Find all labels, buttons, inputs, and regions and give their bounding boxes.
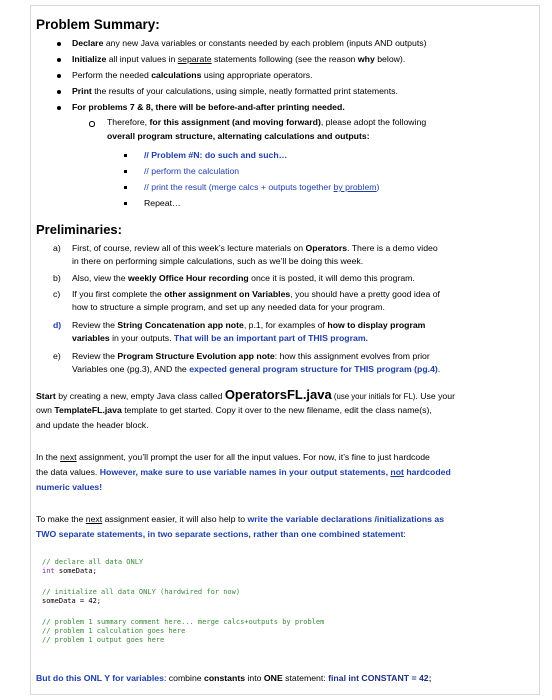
list-marker: d)	[53, 320, 62, 330]
square-bullet	[124, 186, 127, 189]
code-comment-output: // problem 1 output goes here	[42, 636, 165, 644]
summary-bullet-problems: For problems 7 & 8, there will be before-and-after printing needed.	[72, 102, 345, 112]
bullet-dot	[57, 106, 61, 110]
next1-line-1: In the next assignment, you’ll prompt the user for all the input values. For now, it’s fine to just hardcode	[36, 452, 430, 462]
list-marker: a)	[53, 243, 61, 253]
square-bullet	[124, 170, 127, 173]
prelim-c-line-2: how to structure a simple program, and set up any needed data for your program.	[72, 302, 385, 312]
summary-sub-line-2: overall program structure, alternating calculations and outputs:	[107, 131, 370, 141]
bullet-dot	[57, 42, 61, 46]
list-marker: e)	[53, 351, 61, 361]
structure-item-repeat: Repeat…	[144, 198, 181, 208]
start-line-2: own TemplateFL.java template to get started. Copy it over to the new filename, edit the class name(s),	[36, 405, 432, 415]
summary-bullet-declare: Declare any new Java variables or constants needed by each problem (inputs AND outputs)	[72, 38, 427, 48]
final-note: But do this ONL Y for variables: combine constants into ONE statement: final int CONSTANT = 42;	[36, 673, 432, 683]
code-comment-calc: // problem 1 calculation goes here	[42, 627, 186, 635]
structure-item-problem: // Problem #N: do such and such…	[144, 150, 288, 160]
next2-line-1: To make the next assignment easier, it will also help to write the variable declarations /initializations as	[36, 514, 445, 524]
square-bullet	[124, 154, 127, 157]
prelim-a-line-1: First, of course, review all of this week’s lecture materials on Operators. There is a demo video	[72, 243, 438, 253]
summary-bullet-print: Print the results of your calculations, using simple, neatly formatted print statements.	[72, 86, 398, 96]
next1-line-3: numeric values!	[36, 482, 103, 492]
prelim-heading: Preliminaries:	[36, 222, 122, 237]
square-bullet	[124, 202, 127, 205]
sub-bullet-ring	[89, 121, 95, 127]
start-line-3: and update the header block.	[36, 420, 149, 430]
code-comment-initialize: // initialize all data ONLY (hardwired for now)	[42, 588, 241, 596]
code-comment-summary: // problem 1 summary comment here... merge calcs+outputs by problem	[42, 618, 325, 626]
prelim-b-line: Also, view the weekly Office Hour recording once it is posted, it will demo this program.	[72, 273, 415, 283]
prelim-d-line-1: Review the String Concatenation app note, p.1, for examples of how to display program	[72, 320, 426, 330]
structure-item-calc: // perform the calculation	[144, 166, 240, 176]
prelim-a-line-2: in there on performing simple calculations, such as we’ll be doing this week.	[72, 256, 364, 266]
list-marker: c)	[53, 289, 61, 299]
summary-sub-line-1: Therefore, for this assignment (and moving forward), please adopt the following	[107, 117, 427, 127]
list-marker: b)	[53, 273, 61, 283]
prelim-e-line-1: Review the Program Structure Evolution app note: how this assignment evolves from prior	[72, 351, 430, 361]
bullet-dot	[57, 58, 61, 62]
summary-bullet-perform: Perform the needed calculations using appropriate operators.	[72, 70, 313, 80]
prelim-d-line-2: variables in your outputs. That will be an important part of THIS program.	[72, 333, 368, 343]
prelim-c-line-1: If you first complete the other assignment on Variables, you should have a pretty good idea of	[72, 289, 440, 299]
code-initialization: someData = 42;	[42, 597, 102, 605]
prelim-e-line-2: Variables one (pg.3), AND the expected general program structure for THIS program (pg.4).	[72, 364, 441, 374]
bullet-dot	[57, 74, 61, 78]
code-comment-declare: // declare all data ONLY	[42, 558, 144, 566]
code-declaration: int someData;	[42, 567, 97, 575]
structure-item-print: // print the result (merge calcs + outputs together by problem)	[144, 182, 380, 192]
start-line-1: Start by creating a new, empty Java class called OperatorsFL.java (use your initials for FL). Use your	[36, 387, 455, 402]
summary-bullet-initialize: Initialize all input values in separate statements following (see the reason why below).	[72, 54, 406, 64]
summary-heading: Problem Summary:	[36, 17, 160, 32]
next1-line-2: the data values. However, make sure to use variable names in your output statements, not hardcoded	[36, 467, 451, 477]
next2-line-2: TWO separate statements, in two separate sections, rather than one combined statement:	[36, 529, 406, 539]
bullet-dot	[57, 90, 61, 94]
